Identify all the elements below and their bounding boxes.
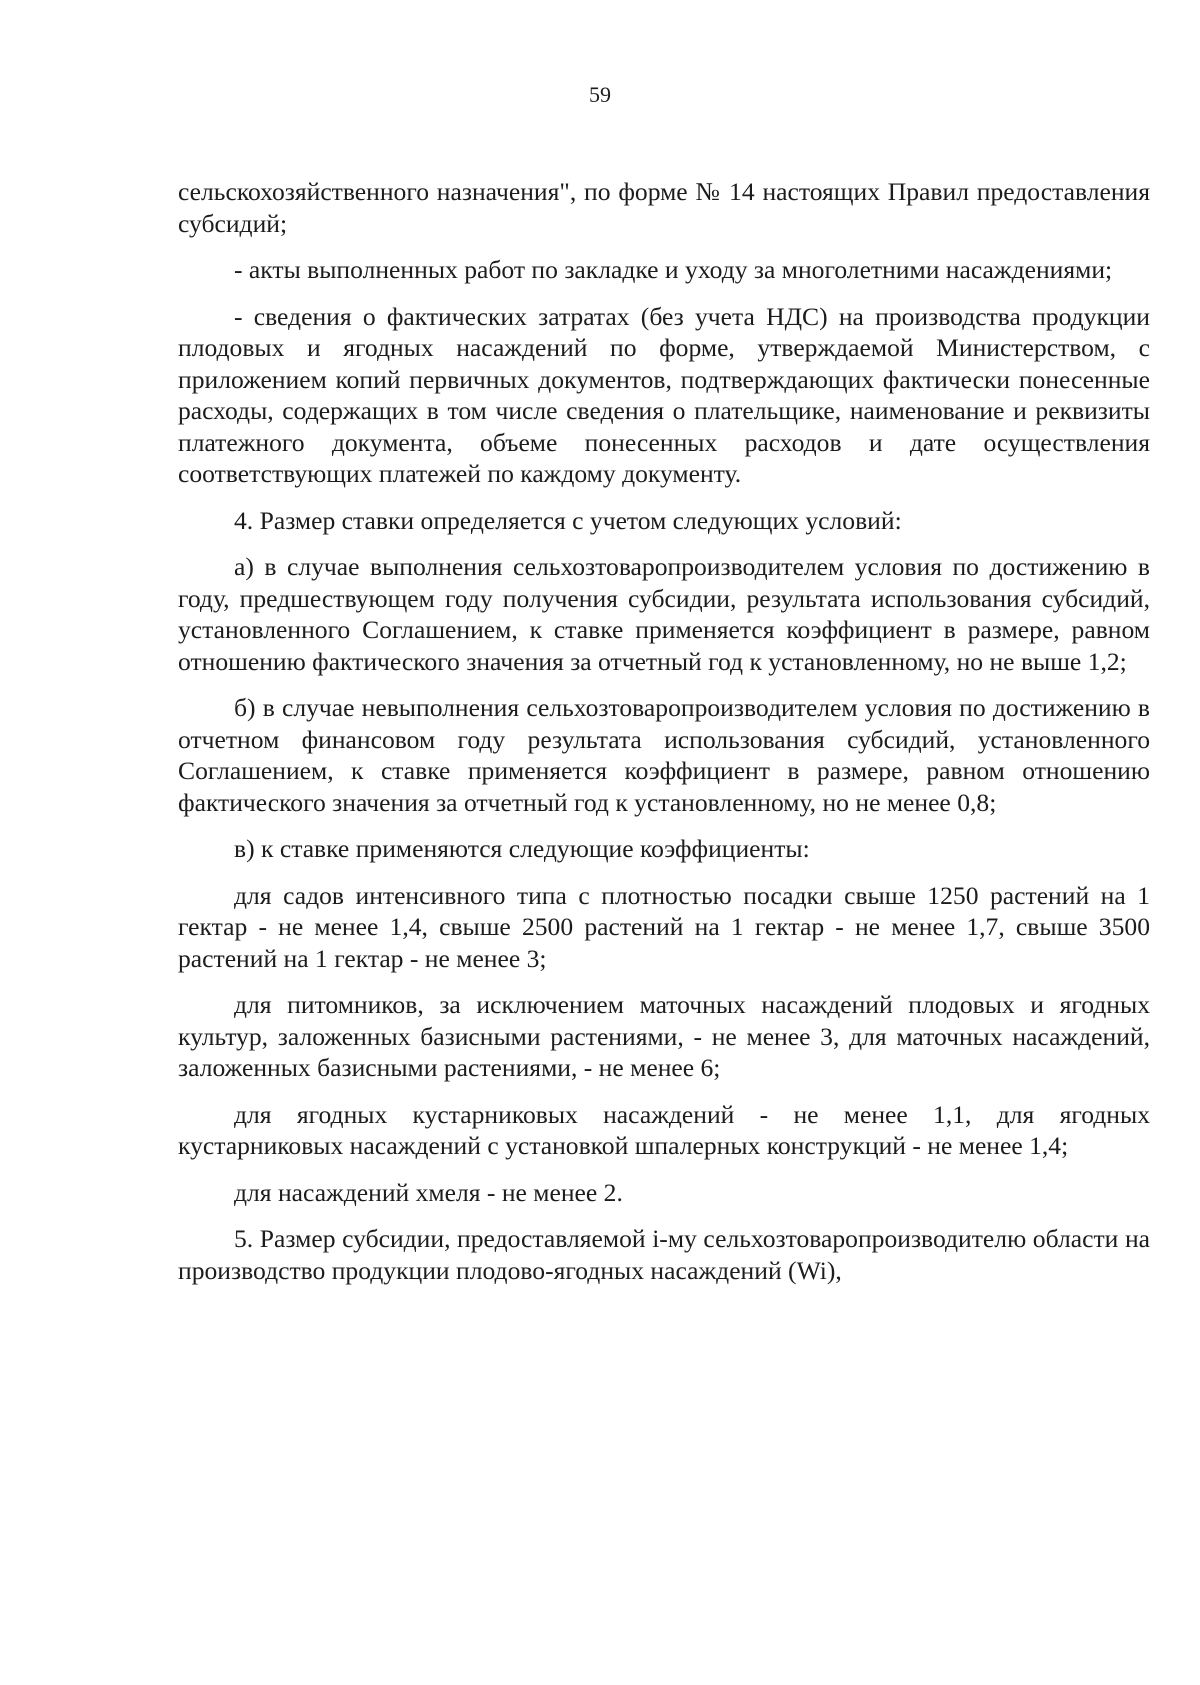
paragraph-berry-shrubs: для ягодных кустарниковых насаждений - не менее 1,1, для ягодных кустарниковых насаждений с установкой шпалерных конструкций - не менее 1,4; — [178, 1099, 1150, 1160]
paragraph-condition-v: в) к ставке применяются следующие коэффициенты: — [234, 834, 810, 863]
paragraph-actual-costs: - сведения о фактических затратах (без учета НДС) на производства продукции плодовых и ягодных насаждений по форме, утверждаемой Министерством, с приложением копий первичных документов, подтверждающих фактически понесенные расходы, содержащих в том числе сведения о плательщике, наименование и реквизиты платежного документа, объеме понесенных расходов и дате осуществления соответствующих платежей по каждому документу. — [178, 301, 1150, 488]
paragraph-condition-a: а) в случае выполнения сельхозтоваропроизводителем условия по достижению в году, предшествующем году получения субсидии, результата использования субсидий, установленного Соглашением, к ставке применяется коэффициент в размере, равном отношению фактического значения за отчетный год к установленному, но не выше 1,2; — [178, 552, 1150, 676]
paragraph-work-acts: - акты выполненных работ по закладке и уходу за многолетними насаждениями; — [234, 255, 1113, 284]
paragraph-nurseries: для питомников, за исключением маточных насаждений плодовых и ягодных культур, заложенных базисными растениями, - не менее 3, для маточных насаждений, заложенных базисными растениями, - не менее 6; — [178, 990, 1150, 1082]
paragraph-form-14-reference: сельскохозяйственного назначения", по форме № 14 настоящих Правил предоставления субсидий; — [178, 177, 1150, 238]
paragraph-hops: для насаждений хмеля - не менее 2. — [234, 1177, 623, 1207]
paragraph-condition-b: б) в случае невыполнения сельхозтоваропроизводителем условия по достижению в отчетном финансовом году результата использования субсидий, установленного Соглашением, к ставке применяется коэффициент в размере, равном отношению фактического значения за отчетный год к установленному, но не менее 0,8; — [178, 693, 1150, 817]
paragraph-rate-conditions: 4. Размер ставки определяется с учетом следующих условий: — [234, 505, 902, 535]
document-body — [178, 176, 1150, 1301]
page-number: 59 — [589, 82, 611, 107]
paragraph-intensive-gardens: для садов интенсивного типа с плотностью посадки свыше 1250 растений на 1 гектар - не менее 1,4, свыше 2500 растений на 1 гектар - не менее 1,7, свыше 3500 растений на 1 гектар - не менее 3; — [178, 880, 1150, 973]
paragraph-subsidy-size: 5. Размер субсидии, предоставляемой i-му сельхозтоваропроизводителю области на производство продукции плодово-ягодных насаждений (Wi), — [178, 1224, 1150, 1285]
